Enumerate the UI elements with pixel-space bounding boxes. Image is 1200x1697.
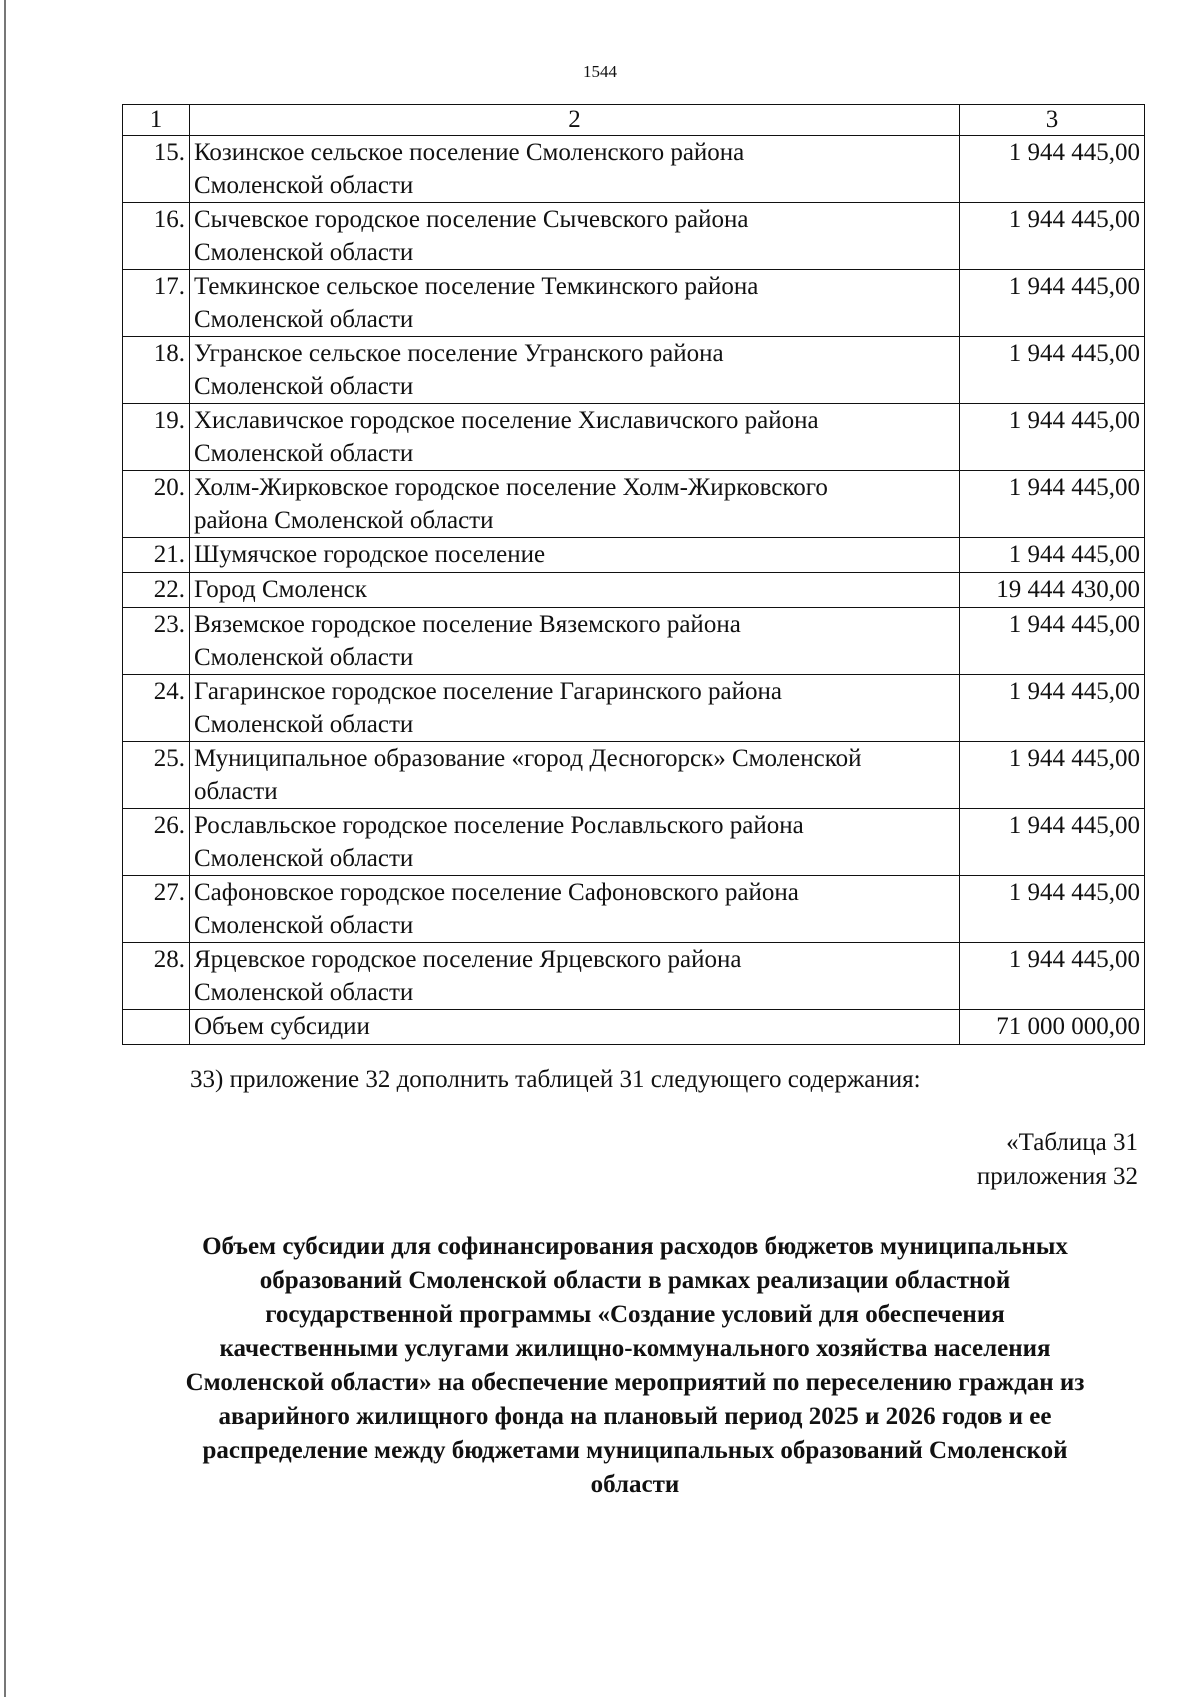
row-number: 18. — [123, 337, 190, 404]
row-number: 19. — [123, 404, 190, 471]
subsidy-amount: 1 944 445,00 — [960, 203, 1145, 270]
municipality-name-line: Смоленской области — [194, 644, 414, 671]
table-row — [123, 809, 1145, 876]
municipality-name-line: Вяземское городское поселение Вяземского района — [194, 611, 741, 638]
municipality-name — [190, 742, 960, 809]
municipality-name-line: Холм-Жирковское городское поселение Холм-Жирковского — [194, 474, 828, 501]
row-number: 17. — [123, 270, 190, 337]
table-row — [123, 608, 1145, 675]
table-row — [123, 404, 1145, 471]
total-row — [123, 1010, 1145, 1045]
total-amount: 71 000 000,00 — [960, 1010, 1145, 1045]
municipality-name-line: Темкинское сельское поселение Темкинского района — [194, 273, 759, 300]
municipality-name — [190, 876, 960, 943]
table-row — [123, 136, 1145, 203]
subsidy-amount: 1 944 445,00 — [960, 404, 1145, 471]
municipality-name-line: Муниципальное образование «город Десногорск» Смоленской — [194, 745, 862, 772]
row-number: 23. — [123, 608, 190, 675]
municipality-name — [190, 573, 960, 608]
subsidy-amount: 1 944 445,00 — [960, 608, 1145, 675]
municipality-name-line: Смоленской области — [194, 979, 414, 1006]
table-row — [123, 471, 1145, 538]
table-row — [123, 573, 1145, 608]
total-label: Объем субсидии — [190, 1010, 960, 1045]
row-number: 16. — [123, 203, 190, 270]
municipality-name-line: Козинское сельское поселение Смоленского района — [194, 139, 745, 166]
municipality-name — [190, 608, 960, 675]
municipality-name-line: района Смоленской области — [194, 507, 494, 534]
subsidy-amount: 1 944 445,00 — [960, 136, 1145, 203]
row-number: 26. — [123, 809, 190, 876]
row-number: 28. — [123, 943, 190, 1010]
municipality-name-line: Смоленской области — [194, 711, 414, 738]
title-line: распределение между бюджетами муниципальных образований Смоленской — [202, 1437, 1068, 1464]
row-number: 22. — [123, 573, 190, 608]
table-row — [123, 203, 1145, 270]
subsidy-table — [122, 104, 1145, 1045]
header-col-2: 2 — [190, 105, 960, 136]
municipality-name-line: Хиславичское городское поселение Хиславичского района — [194, 407, 819, 434]
row-number: 27. — [123, 876, 190, 943]
municipality-name — [190, 136, 960, 203]
municipality-name — [190, 270, 960, 337]
table-header-row — [123, 105, 1145, 136]
title-line: образований Смоленской области в рамках реализации областной — [259, 1267, 1011, 1294]
table-ref-line-1: «Таблица 31 — [1006, 1129, 1138, 1156]
municipality-name-line: Смоленской области — [194, 306, 414, 333]
title-line: Объем субсидии для софинансирования расходов бюджетов муниципальных — [202, 1233, 1068, 1260]
subsidy-amount: 1 944 445,00 — [960, 876, 1145, 943]
municipality-name — [190, 471, 960, 538]
municipality-name-line: Смоленской области — [194, 172, 414, 199]
municipality-name-line: Смоленской области — [194, 239, 414, 266]
table-row — [123, 876, 1145, 943]
instruction-text: 33) приложение 32 дополнить таблицей 31 следующего содержания: — [190, 1066, 921, 1093]
municipality-name-line: Рославльское городское поселение Рославльского района — [194, 812, 804, 839]
table-ref-line-2: приложения 32 — [976, 1163, 1138, 1190]
municipality-name-line: Ярцевское городское поселение Ярцевского района — [194, 946, 742, 973]
municipality-name — [190, 337, 960, 404]
binding-edge — [4, 0, 6, 1697]
municipality-name-line: Шумячское городское поселение — [194, 541, 546, 568]
table-row — [123, 538, 1145, 573]
municipality-name-line: Город Смоленск — [194, 576, 367, 603]
subsidy-amount: 1 944 445,00 — [960, 471, 1145, 538]
title-line: Смоленской области» на обеспечение мероприятий по переселению граждан из — [185, 1369, 1085, 1396]
municipality-name-line: Смоленской области — [194, 440, 414, 467]
municipality-name-line: Угранское сельское поселение Угранского района — [194, 340, 724, 367]
subsidy-amount: 1 944 445,00 — [960, 675, 1145, 742]
title-line: качественными услугами жилищно-коммунального хозяйства населения — [219, 1335, 1051, 1362]
table-row — [123, 270, 1145, 337]
row-number: 25. — [123, 742, 190, 809]
row-number: 20. — [123, 471, 190, 538]
table-row — [123, 943, 1145, 1010]
municipality-name — [190, 203, 960, 270]
subsidy-amount: 1 944 445,00 — [960, 270, 1145, 337]
municipality-name-line: области — [194, 778, 278, 805]
table-row — [123, 337, 1145, 404]
subsidy-amount: 1 944 445,00 — [960, 809, 1145, 876]
table-row — [123, 742, 1145, 809]
total-empty-cell — [123, 1010, 190, 1045]
municipality-name-line: Сафоновское городское поселение Сафоновского района — [194, 879, 799, 906]
title-line: области — [590, 1471, 680, 1498]
row-number: 15. — [123, 136, 190, 203]
municipality-name-line: Смоленской области — [194, 912, 414, 939]
municipality-name — [190, 809, 960, 876]
subsidy-amount: 1 944 445,00 — [960, 943, 1145, 1010]
municipality-name — [190, 943, 960, 1010]
municipality-name-line: Смоленской области — [194, 373, 414, 400]
document-title — [120, 1230, 1150, 1502]
municipality-name-line: Смоленской области — [194, 845, 414, 872]
municipality-name-line: Гагаринское городское поселение Гагаринского района — [194, 678, 782, 705]
subsidy-amount: 19 444 430,00 — [960, 573, 1145, 608]
subsidy-amount: 1 944 445,00 — [960, 337, 1145, 404]
municipality-name-line: Сычевское городское поселение Сычевского района — [194, 206, 749, 233]
subsidy-amount: 1 944 445,00 — [960, 538, 1145, 573]
title-line: государственной программы «Создание условий для обеспечения — [265, 1301, 1005, 1328]
header-col-3: 3 — [960, 105, 1145, 136]
municipality-name — [190, 675, 960, 742]
subsidy-amount: 1 944 445,00 — [960, 742, 1145, 809]
municipality-name — [190, 404, 960, 471]
table-reference — [977, 1126, 1138, 1194]
municipality-name — [190, 538, 960, 573]
row-number: 24. — [123, 675, 190, 742]
title-line: аварийного жилищного фонда на плановый период 2025 и 2026 годов и ее — [218, 1403, 1052, 1430]
header-col-1: 1 — [123, 105, 190, 136]
page-number: 1544 — [583, 62, 617, 81]
table-row — [123, 675, 1145, 742]
row-number: 21. — [123, 538, 190, 573]
